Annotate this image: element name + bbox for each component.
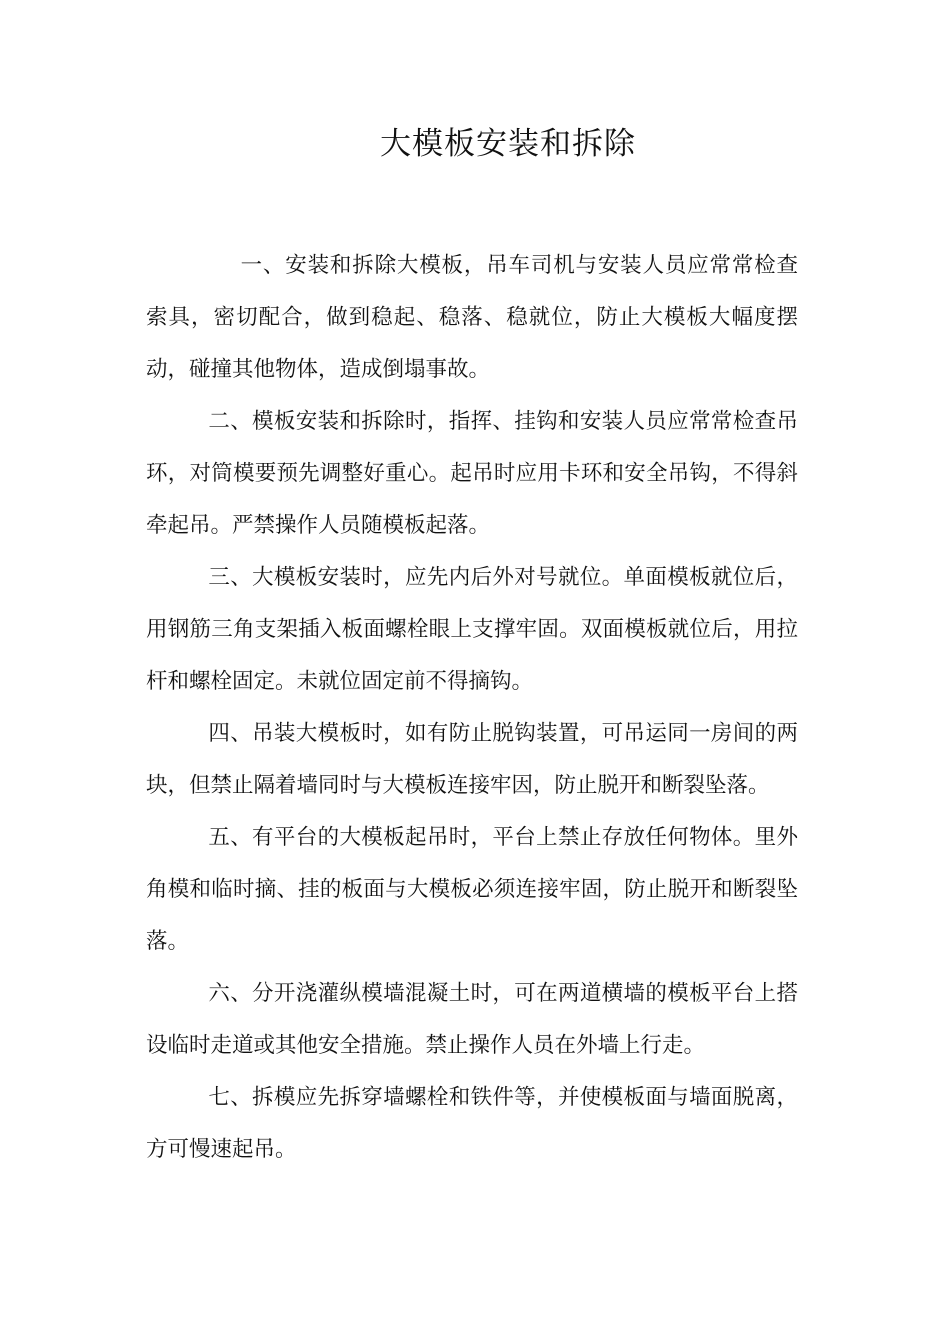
- paragraph-4: 四、吊装大模板时，如有防止脱钩装置，可吊运同一房间的两块，但禁止隔着墙同时与大模板连接牢因，防止脱开和断裂坠落。: [146, 721, 798, 798]
- paragraph-6: 六、分开浇灌纵模墙混凝土时，可在两道横墙的模板平台上搭设临时走道或其他安全措施。禁止操作人员在外墙上行走。: [146, 981, 798, 1058]
- paragraph-1: 一、安装和拆除大模板，吊车司机与安装人员应常常检查索具，密切配合，做到稳起、稳落、稳就位，防止大模板大幅度摆动，碰撞其他物体，造成倒塌事故。: [146, 253, 798, 382]
- document-body: [146, 240, 798, 1176]
- paragraph-2: 二、模板安装和拆除时，指挥、挂钩和安装人员应常常检查吊环，对筒模要预先调整好重心。起吊时应用卡环和安全吊钩，不得斜牵起吊。严禁操作人员随模板起落。: [146, 409, 798, 538]
- paragraph-3: 三、大模板安装时，应先内后外对号就位。单面模板就位后，用钢筋三角支架插入板面螺栓眼上支撑牢固。双面模板就位后，用拉杆和螺栓固定。未就位固定前不得摘钩。: [146, 565, 798, 694]
- paragraph-5: 五、有平台的大模板起吊时，平台上禁止存放任何物体。里外角模和临时摘、挂的板面与大模板必须连接牢固，防止脱开和断裂坠落。: [146, 825, 798, 954]
- document-title: 大模板安装和拆除: [380, 126, 636, 162]
- paragraph-7: 七、拆模应先拆穿墙螺栓和铁件等，并使模板面与墙面脱离，方可慢速起吊。: [146, 1085, 798, 1162]
